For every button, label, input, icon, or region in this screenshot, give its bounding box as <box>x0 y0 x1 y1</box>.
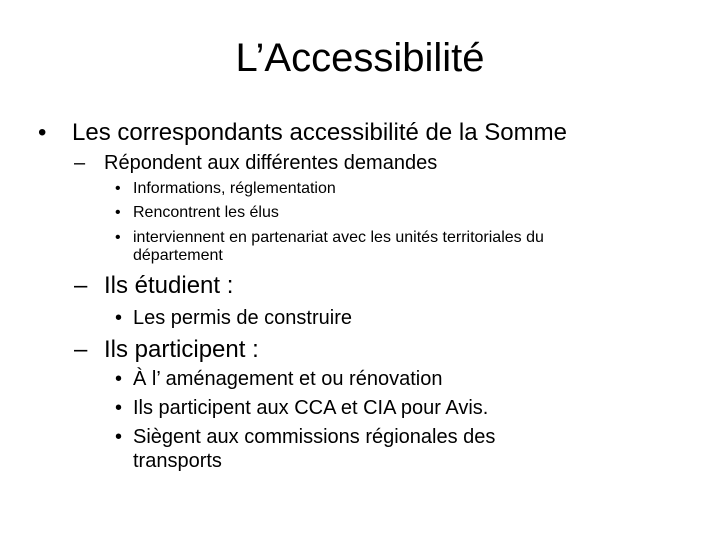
group1-heading: Répondent aux différentes demandes <box>104 152 438 174</box>
group1-item1-text: Informations, réglementation <box>133 180 336 197</box>
group3-item1-text: À l’ aménagement et ou rénovation <box>133 368 443 390</box>
group3-item2-text: Ils participent aux CCA et CIA pour Avis. <box>133 397 489 419</box>
group1-item3-continuation: département <box>133 247 223 264</box>
group2-dash: – <box>74 272 88 299</box>
level1-bullet: • <box>38 119 47 146</box>
group1-item3-bullet: • <box>115 229 121 246</box>
group3-item3-bullet: • <box>115 426 123 448</box>
group1-item3-text: interviennent en partenariat avec les unités territoriales du <box>133 229 544 246</box>
group3-item3-continuation: transports <box>133 450 222 472</box>
group1-item2-bullet: • <box>115 204 121 221</box>
group1-item2-text: Rencontrent les élus <box>133 204 279 221</box>
slide-title: L’Accessibilité <box>235 36 485 80</box>
group2-heading: Ils étudient : <box>104 272 234 299</box>
group2-item1-bullet: • <box>115 307 123 329</box>
group2-item1-text: Les permis de construire <box>133 307 352 329</box>
group3-item2-bullet: • <box>115 397 123 419</box>
group3-item3-text: Siègent aux commissions régionales des <box>133 426 496 448</box>
level1-text: Les correspondants accessibilité de la Somme <box>72 119 567 146</box>
group3-heading: Ils participent : <box>104 336 259 363</box>
group3-dash: – <box>74 336 88 363</box>
group1-item1-bullet: • <box>115 180 121 197</box>
group3-item1-bullet: • <box>115 368 123 390</box>
group1-dash: – <box>74 152 86 174</box>
